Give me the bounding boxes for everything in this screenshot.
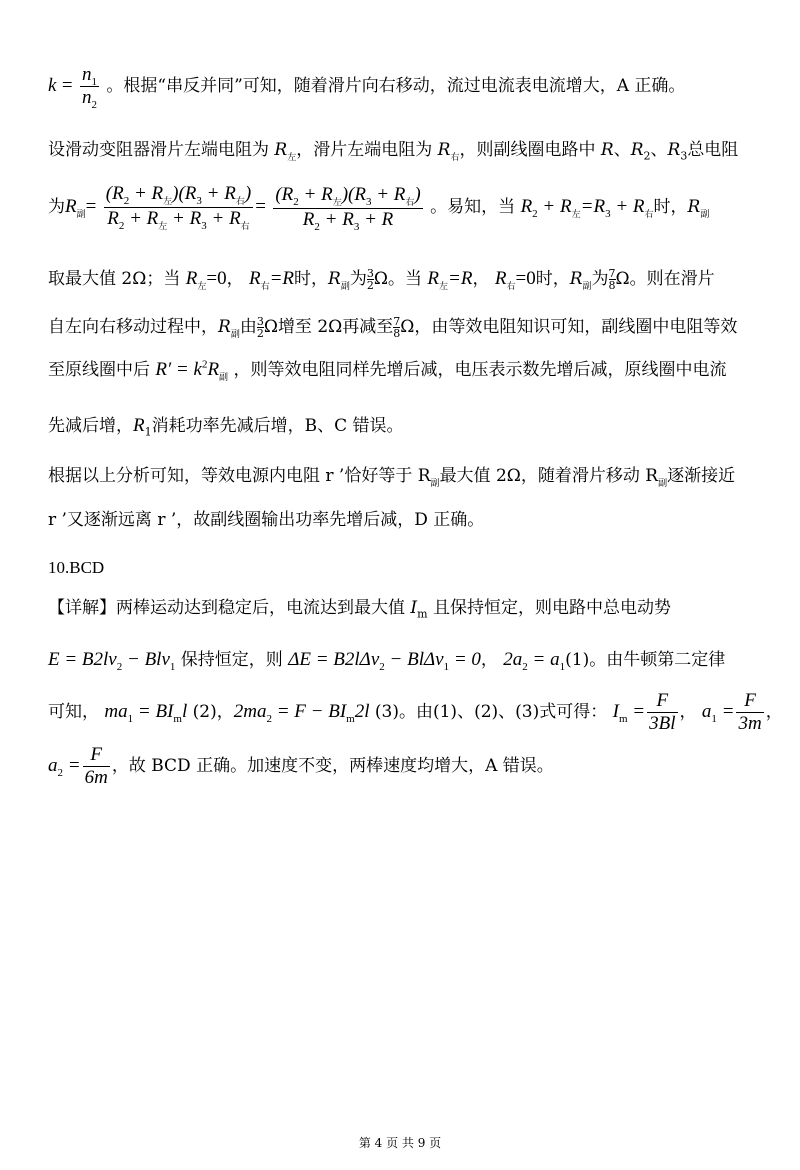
text-line-8: 根据以上分析可知，等效电源内电阻 r ’恰好等于 $R_副$最大值 2Ω，随着滑片移动 $R_副$逐渐接近 — [48, 466, 736, 489]
fraction-r-fu-2: $\frac{(R_2 + R_左)(R_3 + R_右)}{R_2 + R_3 + R}$ — [275, 184, 421, 233]
text-line-14: $a_2$ = $\frac{F}{6m}$ ，故 BCD 正确。加速度不变，两棒速度均增大，A 错误。 — [48, 744, 554, 788]
text-line-5: 自左向右移动过程中，$R_副$由 $\frac{3}{2}$ Ω增至 2Ω再减至 $\frac{7}{8}$ Ω，由等效电阻知识可知，副线圈中电阻等效 — [48, 315, 738, 340]
fraction-k: $\frac{n_1}{n_2}$ — [81, 64, 97, 111]
text-line-12: $E = B2lv_2 - Blv_1$ 保持恒定，则 ΔE = B2lΔv$_2$ − BlΔv$_1$ = 0， $2a_2 = a_1(1)$。由牛顿第二定律 — [48, 649, 726, 673]
text-line-9: r ’又逐渐远离 r ’，故副线圈输出功率先增后减，D 正确。 — [48, 510, 485, 530]
text-line-13: 可知， $ma_1 = BI_ml$ (2)，$2ma_2 = F - BI_m2l$ (3)。由(1)、(2)、(3)式可得： $I_m$ = $\frac{F}{3Bl}$ ， $a_1$ = $\frac{F}{3m}$ ， — [48, 690, 783, 734]
text-line-4: 取最大值 2Ω；当 $R_左=0$， $R_右=R$时，$R_副$为 $\frac{3}{2}$ Ω。当 $R_左=R$， $R_右=0$时，$R_副$为 $\frac{7}{8}$ Ω。则在滑片 — [48, 267, 715, 292]
text-line-2: 设滑动变阻器滑片左端电阻为 $R_左$，滑片左端电阻为 $R_右$，则副线圈电路中 R、$R_2$、$R_3$总电阻 — [48, 140, 739, 163]
text-line-3: 为$R_副=$ $\frac{(R_2 + R_左)(R_3 + R_右)}{R_2 + R_左 + R_3 + R_右}$ = $\frac{(R_2 + R_左)(R_3 + R_右)}{R_2 + R_3 + R}$ 。易知，当 $R_2 + R_左=R_3 + R_右$时，$R_副$ — [48, 183, 710, 233]
text-line-11: 【详解】两棒运动达到稳定后，电流达到最大值 $I_m$ 且保持恒定，则电路中总电动势 — [48, 598, 671, 621]
text-line-1: k = $\frac{n_1}{n_2}$ 。根据“串反并同”可知，随着滑片向右移动，流过电流表电流增大，A 正确。 — [48, 64, 686, 111]
text-line-6: 至原线圈中后 $R' = k^2R_副$ ，则等效电阻同样先增后减，电压表示数先增后减，原线圈中电流 — [48, 358, 727, 383]
text-line-7: 先减后增，$R_1$消耗功率先减后增，B、C 错误。 — [48, 415, 404, 439]
fraction-r-fu-1: $\frac{(R_2 + R_左)(R_3 + R_右)}{R_2 + R_左 + R_3 + R_右}$ — [105, 183, 252, 232]
question-number: 10.BCD — [48, 558, 105, 577]
page-footer: 第 4 页 共 9 页 — [358, 1136, 442, 1150]
